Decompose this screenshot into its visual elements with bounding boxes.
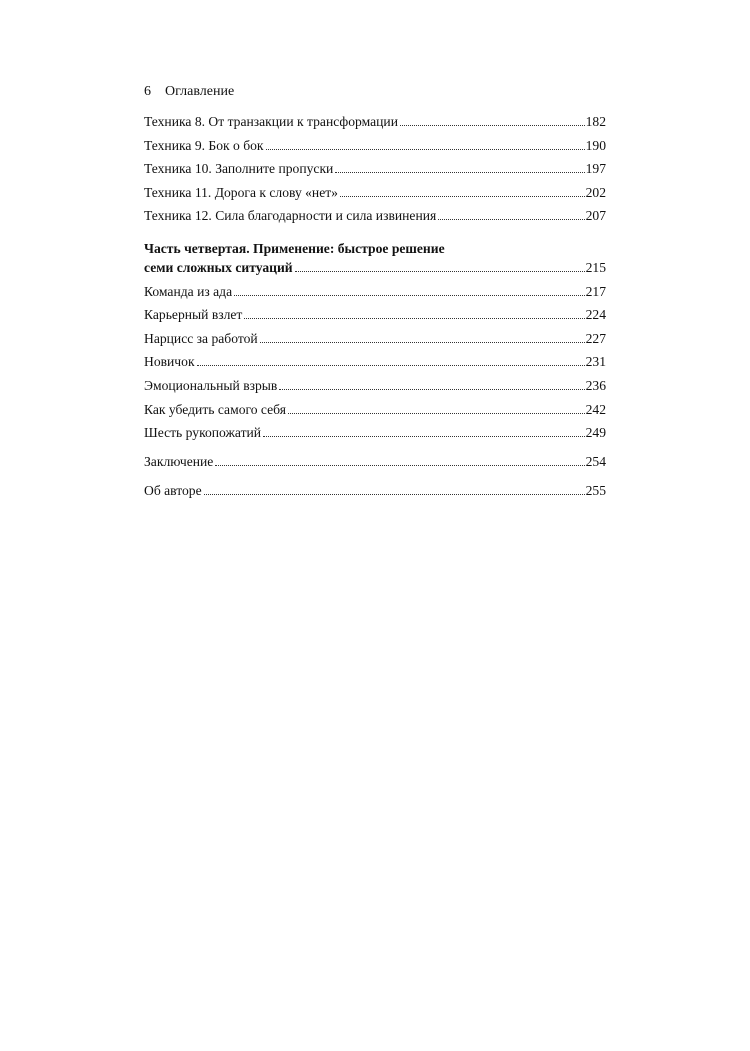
dot-leader — [244, 318, 584, 319]
toc-entry-technique-12[interactable] — [144, 208, 606, 232]
table-of-contents — [144, 114, 606, 507]
toc-entry-page: 224 — [585, 307, 606, 323]
dot-leader — [260, 342, 585, 343]
dot-leader — [197, 365, 585, 366]
dot-leader — [279, 389, 584, 390]
toc-entry-title: Заключение — [144, 453, 214, 469]
toc-entry-situation-4[interactable] — [144, 354, 606, 378]
dot-leader — [288, 413, 585, 414]
toc-entry-page: 202 — [585, 184, 606, 200]
toc-entry-situation-5[interactable] — [144, 378, 606, 402]
toc-entry-title: Техника 8. От транзакции к трансформации — [144, 114, 398, 129]
toc-entry-title: Техника 9. Бок о бок — [144, 137, 264, 153]
toc-entry-situation-1[interactable] — [144, 284, 606, 308]
toc-entry-page: 197 — [585, 161, 606, 177]
page-number: 6 — [144, 84, 151, 99]
toc-entry-title: Техника 10. Заполните пропуски — [144, 161, 334, 177]
toc-entry-conclusion[interactable] — [144, 454, 606, 478]
dot-leader — [400, 125, 585, 126]
toc-entry-title: Техника 11. Дорога к слову «нет» — [144, 184, 338, 200]
toc-entry-page: 236 — [585, 377, 606, 393]
dot-leader — [335, 172, 584, 173]
dot-leader — [204, 494, 585, 495]
toc-entry-page: 215 — [585, 259, 606, 275]
toc-entry-page: 207 — [585, 208, 606, 224]
dot-leader — [234, 295, 584, 296]
toc-entry-situation-6[interactable] — [144, 402, 606, 426]
toc-entry-page: 182 — [585, 114, 606, 129]
toc-entry-title: Команда из ада — [144, 283, 233, 299]
toc-entry-technique-11[interactable] — [144, 185, 606, 209]
section-title: Оглавление — [165, 84, 235, 99]
toc-entry-page: 217 — [585, 283, 606, 299]
toc-entry-page: 254 — [585, 453, 606, 469]
toc-entry-part-four[interactable] — [144, 260, 606, 284]
toc-entry-page: 242 — [585, 401, 606, 417]
toc-entry-page: 231 — [585, 354, 606, 370]
toc-entry-page: 227 — [585, 330, 606, 346]
toc-entry-title: Шесть рукопожатий — [144, 425, 262, 441]
toc-entry-about-author[interactable] — [144, 483, 606, 507]
spacer — [144, 232, 606, 237]
toc-entry-title: семи сложных ситуаций — [144, 259, 293, 275]
dot-leader — [295, 271, 585, 272]
dot-leader — [263, 436, 585, 437]
dot-leader — [340, 196, 585, 197]
toc-entry-page: 255 — [585, 483, 606, 499]
dot-leader — [266, 149, 585, 150]
toc-entry-technique-9[interactable] — [144, 138, 606, 162]
toc-entry-title: Как убедить самого себя — [144, 401, 286, 417]
toc-entry-title: Об авторе — [144, 483, 202, 499]
toc-entry-title: Эмоциональный взрыв — [144, 377, 278, 393]
toc-entry-page: 249 — [585, 425, 606, 441]
toc-entry-page: 190 — [585, 137, 606, 153]
toc-entry-situation-3[interactable] — [144, 331, 606, 355]
toc-entry-title: Новичок — [144, 354, 195, 370]
part-four-title: Часть четвертая. Применение: быстрое решение — [144, 240, 445, 256]
toc-entry-technique-8[interactable] — [144, 114, 606, 138]
toc-entry-situation-7[interactable] — [144, 425, 606, 449]
toc-entry-title: Нарцисс за работой — [144, 330, 258, 346]
toc-entry-title: Карьерный взлет — [144, 307, 243, 323]
dot-leader — [215, 465, 584, 466]
running-header — [144, 84, 234, 100]
toc-entry-title: Техника 12. Сила благодарности и сила извинения — [144, 208, 437, 224]
dot-leader — [438, 219, 584, 220]
toc-entry-technique-10[interactable] — [144, 161, 606, 185]
toc-entry-situation-2[interactable] — [144, 307, 606, 331]
